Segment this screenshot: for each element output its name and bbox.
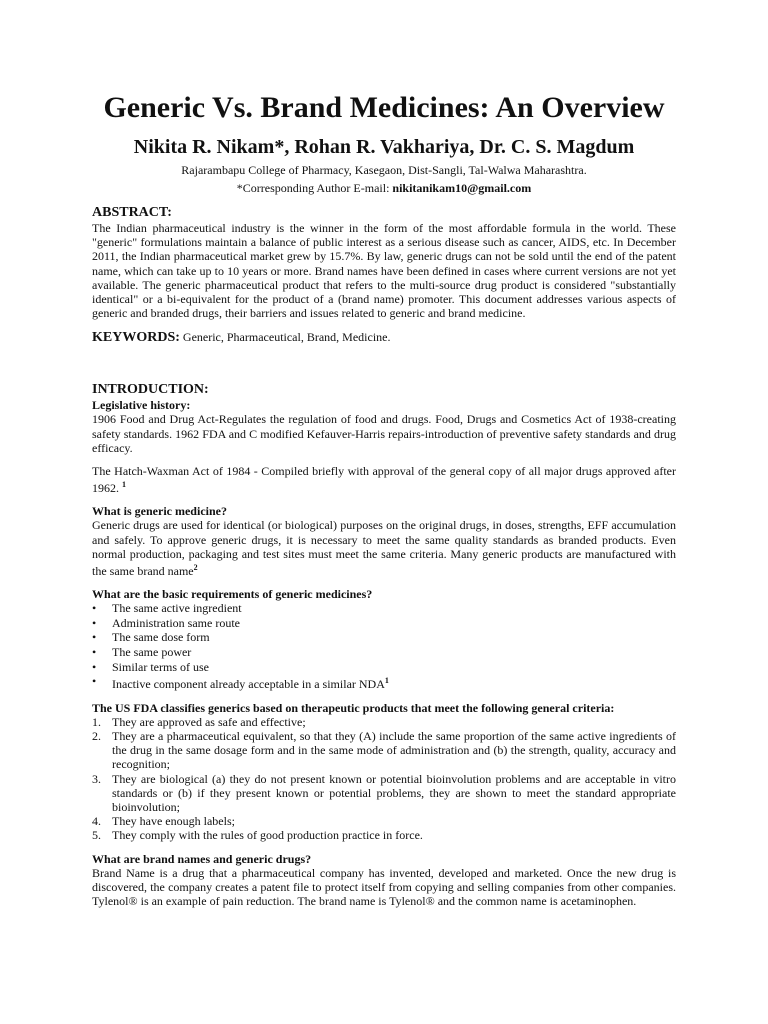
bullet-icon: •: [92, 645, 97, 660]
list-item-text: They are approved as safe and effective;: [112, 714, 306, 729]
list-item-text: The same power: [112, 645, 192, 660]
abstract-text: The Indian pharmaceutical industry is the winner in the form of the most affordable formula in the world. These "generic" formulations maintain a balance of public interest as a serious disease such as cancer, AIDS, etc. In December 2011, the Indian pharmaceutical market grew by 15.7%. By law, generic drugs can not be sold until the end of the patent name, which can take up to 10 years or more. Brand names have been defined in cases where current versions are not yet available. The generic pharmaceutical product that refers to the multi-source drug product is considered "substantially identical" or a bi-equivalent for the product of a (brand name) promoter. This document addresses various aspects of generic and branded drugs, their barriers and issues related to generic and brand medicine.: [92, 221, 676, 321]
bullet-icon: •: [92, 630, 97, 645]
author-email-link[interactable]: nikitanikam10@gmail.com: [392, 181, 532, 195]
affiliation: Rajarambapu College of Pharmacy, Kasegaon, Dist-Sangli, Tal-Walwa Maharashtra.: [181, 163, 587, 177]
legislative-history-heading: Legislative history:: [92, 398, 191, 413]
list-item-text: Inactive component already acceptable in a similar NDA: [112, 677, 385, 692]
list-number: 3.: [92, 771, 101, 786]
hatch-waxman-text: The Hatch-Waxman Act of 1984 - Compiled briefly with approval of the general copy of all major drugs approved after 1962.: [92, 464, 676, 496]
list-number: 4.: [92, 814, 101, 829]
bullet-icon: •: [92, 674, 97, 689]
brand-names-text: Brand Name is a drug that a pharmaceutical company has invented, developed and marketed. Once the new drug is discovered, the company creates a patent file to protect itself from copying and selling companies from other companies. Tylenol® is an example of pain reduction. The brand name is Tylenol® and the common name is acetaminophen.: [92, 865, 676, 909]
list-number: 1.: [92, 714, 101, 729]
paper-title: Generic Vs. Brand Medicines: An Overview: [103, 91, 665, 124]
keywords: [92, 329, 676, 346]
list-item-content: [112, 674, 389, 692]
abstract-heading: ABSTRACT:: [92, 205, 172, 220]
keywords-text: Generic, Pharmaceutical, Brand, Medicine.: [179, 330, 391, 345]
author-list: Nikita R. Nikam*, Rohan R. Vakhariya, Dr. C. S. Magdum: [133, 136, 635, 158]
list-item: [92, 828, 676, 842]
generic-medicine-text: Generic drugs are used for identical (or biological) purposes on the original drugs, in doses, strengths, EFF accumulation and safely. To approve generic drugs, it is necessary to meet the same quality standards as branded products. Even normal production, packaging and test sites must meet the same criteria. Many generic products are manufactured with the same brand name: [92, 518, 676, 579]
keywords-heading: KEYWORDS:: [92, 330, 180, 346]
fda-criteria-list: [92, 715, 676, 843]
list-item-text: They are biological (a) they do not present known or potential bioinvolution problems and are acceptable in vitro standards or (b) if they present known or potential problems, they are shown to meet the standard appropriate bioinvolution;: [112, 771, 676, 815]
list-item-text: The same dose form: [112, 630, 210, 645]
brand-names-heading: What are brand names and generic drugs?: [92, 851, 312, 866]
list-item: [92, 645, 676, 660]
corresponding-author: [92, 181, 676, 195]
list-item: [92, 715, 676, 729]
list-item-text: The same active ingredient: [112, 601, 242, 616]
list-item: [92, 729, 676, 772]
list-item: [92, 772, 676, 815]
list-item-text: Administration same route: [112, 615, 240, 630]
list-item: [92, 630, 676, 645]
reference-marker[interactable]: 1: [122, 480, 126, 490]
list-number: 5.: [92, 828, 101, 843]
list-item: [92, 660, 676, 675]
bullet-icon: •: [92, 659, 97, 674]
requirements-list: [92, 601, 676, 692]
list-item-text: Similar terms of use: [112, 659, 209, 674]
reference-marker[interactable]: 1: [384, 676, 389, 686]
list-item: [92, 601, 676, 616]
generic-medicine-paragraph: [92, 518, 676, 578]
list-item: [92, 674, 676, 692]
fda-criteria-heading: The US FDA classifies generics based on therapeutic products that meet the following general criteria:: [92, 700, 615, 715]
list-item-text: They comply with the rules of good production practice in force.: [112, 828, 423, 843]
bullet-icon: •: [92, 601, 97, 616]
list-item: [92, 814, 676, 828]
list-number: 2.: [92, 729, 101, 744]
list-item: [92, 616, 676, 631]
list-item-text: They are a pharmaceutical equivalent, so that they (A) include the same proportion of the same active ingredients of the drug in the same dosage form and in the same mode of administration and (b) the strength, quality, accuracy and recognition;: [112, 729, 676, 772]
reference-marker[interactable]: 2: [193, 563, 198, 573]
legislative-history-text: 1906 Food and Drug Act-Regulates the regulation of food and drugs. Food, Drugs and Cosmetics Act of 1938-creating safety standards. 1962 FDA and C modified Kefauver-Harris repairs-introduction of preventive safety standards and drug efficacy.: [92, 412, 676, 455]
generic-medicine-heading: What is generic medicine?: [92, 504, 227, 519]
requirements-heading: What are the basic requirements of generic medicines?: [92, 587, 373, 602]
introduction-heading: INTRODUCTION:: [92, 382, 209, 398]
hatch-waxman-paragraph: [92, 464, 676, 495]
bullet-icon: •: [92, 615, 97, 630]
corresponding-label: *Corresponding Author E-mail:: [236, 181, 393, 195]
list-item-text: They have enough labels;: [112, 814, 235, 829]
